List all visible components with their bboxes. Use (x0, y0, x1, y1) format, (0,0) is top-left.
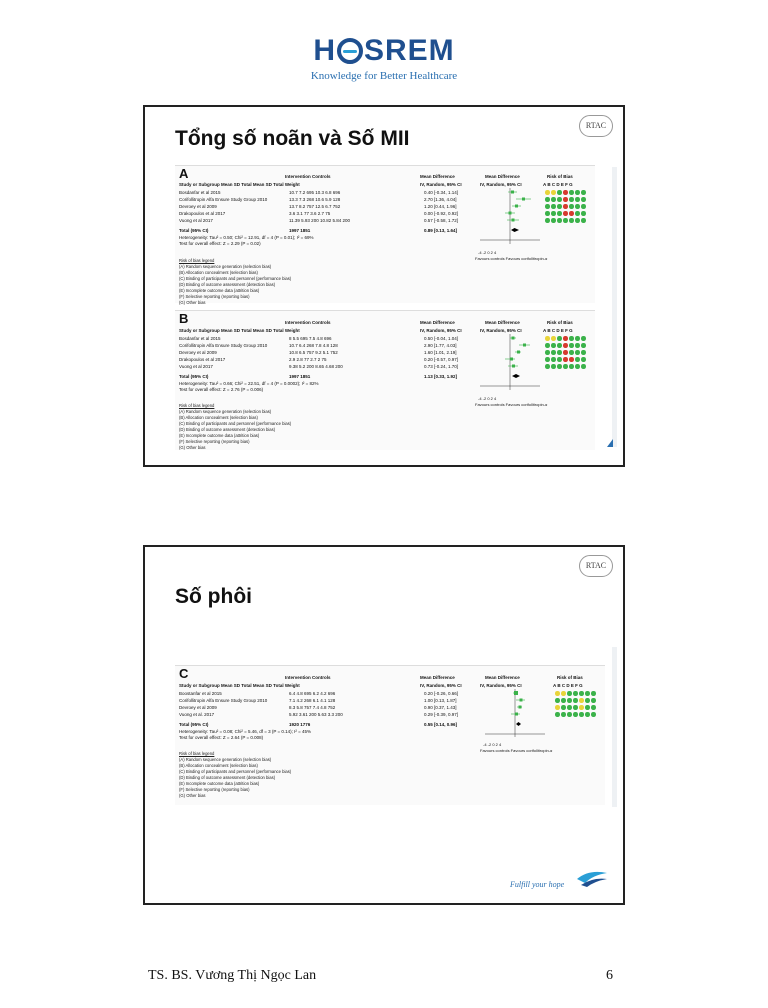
panel-b-label: B (179, 311, 189, 326)
heterogeneity: Heterogeneity: Tau² = 0.08; Chi² = 5.46, df = 3 (P = 0.14); I² = 45% (179, 729, 312, 734)
overall-effect: Test for overall effect: Z = 2.76 (P = 0.006) (179, 387, 264, 392)
rob-head: Risk of Bias (547, 174, 573, 179)
heterogeneity: Heterogeneity: Tau² = 0.50; Chi² = 12.91, df = 4 (P = 0.01); I² = 69% (179, 235, 314, 240)
header-logo (0, 34, 768, 82)
header-group: Intervention Controls (285, 174, 331, 179)
axis-ticks: -4 -2 0 2 4 (478, 250, 497, 255)
rtac-logo (579, 555, 613, 577)
md-sub: IV, Random, 95% CI (420, 683, 462, 688)
rob-letters: A B C D E F G (543, 328, 573, 333)
slide-2-sidebar (612, 647, 617, 807)
hosrem-logo (313, 34, 454, 68)
md-plot-sub: IV, Random, 95% CI (480, 683, 522, 688)
logo-o-icon (337, 38, 363, 64)
favours-label: Favours controls Favours corifollitropin-α (480, 748, 553, 753)
forest-plot-b (475, 334, 545, 396)
forest-panel-b: B Intervention Controls Study or Subgroup Mean SD Total Mean SD Total Weight Mean Difference IV, Random, 95% CI Mean Difference IV, Random, 95% CI Risk of Bias A B C D E F G Bosdanfar et al 2015 8 5.5 695 7.5 4.8 696 0.50 [-0.04, 1.04] Corifollitropin Alfa Ensure Study Group 2010 10.7 6.4 268 7.8 4.8 128 2.90 [1.77, 4.03] Devroey et al 2009 10.8 6.5 757 9.2 5.1 752 1.60 [1.01, 2.19] Drakopoulos et al 2017 2.9 2.8 77 2.7 2 75 0.20 [-0.57, 0.97] Vuong et al 2017 9.38 5.2 200 8.65 4.68 200 0.73 [-0.24, 1.70] Total (95% CI) 1997 1851 1.13 [0.33, 1.92] Heterogeneity: Tau² = 0.66; Chi² = 22.51, df = 4 (P = 0.0002); I² = 82% Test for overall effect: Z = 2.76 (P = 0.006) -4 -2 0 2 4 Favours controls Favours corifollitropin-α Risk of bias legend (A) Random sequence generation (selection bias) (B) Allocation concealment (selection bias) (C) Binding of participants and personnel (performance bias) (D) Binding of outcome assessment (detection bias) (E) Incomplete outcome data (attrition bias) (F) Selective reporting (reporting bias) (G) Other bias (175, 310, 595, 450)
header-group: Intervention Controls (285, 320, 331, 325)
header-group: Intervention Controls (285, 675, 331, 680)
wave-logo-icon (575, 867, 609, 889)
panel-a-label: A (179, 166, 189, 181)
md-plot-sub: IV, Random, 95% CI (480, 182, 522, 187)
forest-plot-c (480, 689, 550, 741)
md-sub: IV, Random, 95% CI (420, 328, 462, 333)
heterogeneity: Heterogeneity: Tau² = 0.66; Chi² = 22.51, df = 4 (P = 0.0002); I² = 82% (179, 381, 319, 386)
rtac-text: RTAC (585, 121, 607, 130)
md-plot-head: Mean Difference (485, 320, 520, 325)
bias-legend-c: Risk of bias legend (A) Random sequence generation (selection bias) (B) Allocation concealment (selection bias) (C) Binding of participants and personnel (performance bias) (D) Binding of outcome assessment (detection bias) (E) Incomplete outcome data (attrition bias) (F) Selective reporting (reporting bias) (G) Other bias (179, 751, 292, 798)
page-number: 6 (606, 968, 613, 983)
rob-letters: A B C D E F G (543, 182, 573, 187)
axis-ticks: -4 -2 0 2 4 (483, 742, 502, 747)
rob-head: Risk of Bias (547, 320, 573, 325)
forest-panel-a: A Intervention Controls Study or Subgroup Mean SD Total Mean SD Total Weight Mean Difference IV, Random, 95% CI Mean Difference IV, Random, 95% CI Risk of Bias A B C D E F G Bosdanfar et al 2015 10.7 7.2 695 10.3 6.8 696 0.40 [-0.34, 1.14] Corifollitropin Alfa Ensure Study Group 2010 13.3 7.3 268 10.6 5.9 128 2.70 [1.36, 4.04] Devroey et al 2009 13.7 8.2 757 12.5 6.7 752 1.20 [0.44, 1.96] Drakopoulos et al 2017 3.6 3.1 77 3.6 2.7 75 0.00 [-0.92, 0.92] Vuong et al 2017 11.39 5.93 200 10.82 5.84 200 0.57 [-0.58, 1.72] Total (95% CI) 1997 1851 0.89 [0.13, 1.64] Heterogeneity: Tau² = 0.50; Chi² = 12.91, df = 4 (P = 0.01); I² = 69% Test for overall effect: Z = 2.29 (P = 0.02) -4 -2 0 2 4 Favours controls Favours corifollitropin-α Risk of bias legend (A) Random sequence generation (selection bias) (B) Allocation concealment (selection bias) (C) Binding of participants and personnel (performance bias) (D) Binding of outcome assessment (detection bias) (E) Incomplete outcome data (attrition bias) (F) Selective reporting (reporting bias) (G) Other bias (175, 165, 595, 303)
header-columns: Study or Subgroup Mean SD Total Mean SD Total Weight (179, 683, 300, 688)
rob-letters: A B C D E F G (553, 683, 583, 688)
overall-effect: Test for overall effect: Z = 2.29 (P = 0.02) (179, 241, 261, 246)
md-plot-sub: IV, Random, 95% CI (480, 328, 522, 333)
md-plot-head: Mean Difference (485, 675, 520, 680)
logo-text-right: SREM (363, 34, 455, 67)
logo-text-left: H (313, 34, 336, 67)
favours-label: Favours controls Favours corifollitropin-α (475, 256, 548, 261)
overall-effect: Test for overall effect: Z = 2.64 (P = 0.008) (179, 735, 264, 740)
md-head: Mean Difference (420, 675, 455, 680)
slide-1 (143, 105, 625, 467)
header-columns: Study or Subgroup Mean SD Total Mean SD Total Weight (179, 182, 300, 187)
rob-head: Risk of Bias (557, 675, 583, 680)
header-columns: Study or Subgroup Mean SD Total Mean SD Total Weight (179, 328, 300, 333)
md-plot-head: Mean Difference (485, 174, 520, 179)
bias-legend-b: Risk of bias legend (A) Random sequence generation (selection bias) (B) Allocation concealment (selection bias) (C) Binding of participants and personnel (performance bias) (D) Binding of outcome assessment (detection bias) (E) Incomplete outcome data (attrition bias) (F) Selective reporting (reporting bias) (G) Other bias (179, 403, 292, 450)
favours-label: Favours controls Favours corifollitropin-α (475, 402, 548, 407)
axis-ticks: -4 -2 0 2 4 (478, 396, 497, 401)
bias-legend-a: Risk of bias legend (A) Random sequence generation (selection bias) (B) Allocation concealment (selection bias) (C) Binding of participants and personnel (performance bias) (D) Binding of outcome assessment (detection bias) (E) Incomplete outcome data (attrition bias) (F) Selective reporting (reporting bias) (G) Other bias (179, 258, 292, 305)
rtac-logo (579, 115, 613, 137)
footer-author: TS. BS. Vương Thị Ngọc Lan (148, 968, 317, 983)
slide-2 (143, 545, 625, 905)
tagline: Knowledge for Better Healthcare (310, 70, 458, 82)
fulfill-slogan: Fulfill your hope (510, 880, 565, 889)
slide-2-title: Số phôi (175, 585, 252, 608)
md-head: Mean Difference (420, 174, 455, 179)
slide-1-sidebar (612, 167, 617, 447)
md-head: Mean Difference (420, 320, 455, 325)
slide-1-title: Tổng số noãn và Số MII (175, 127, 410, 150)
forest-panel-c: C Intervention Controls Study or Subgroup Mean SD Total Mean SD Total Weight Mean Difference IV, Random, 95% CI Mean Difference IV, Random, 95% CI Risk of Bias A B C D E F G Boostanfar et al 2015 6.4 4.8 695 6.2 4.2 696 0.20 [-0.26, 0.66] Corifollitropin Alfa Ensure Study Group 2010 7.1 4.2 268 6.1 4.1 128 1.00 [0.13, 1.87] Devroey et al 2009 8.3 5.8 757 7.4 4.8 752 0.90 [0.37, 1.43] Vuong et al. 2017 5.92 3.61 200 5.63 3.3 200 0.29 [-0.39, 0.97] Total (95% CI) 1920 1776 0.55 [0.14, 0.96] Heterogeneity: Tau² = 0.08; Chi² = 5.46, df = 3 (P = 0.14); I² = 45% Test for overall effect: Z = 2.64 (P = 0.008) -4 -2 0 2 4 Favours controls Favours corifollitropin-α Risk of bias legend (A) Random sequence generation (selection bias) (B) Allocation concealment (selection bias) (C) Binding of participants and personnel (performance bias) (D) Binding of outcome assessment (detection bias) (E) Incomplete outcome data (attrition bias) (F) Selective reporting (reporting bias) (G) Other bias (175, 665, 605, 805)
corner-triangle-icon (607, 439, 613, 447)
rtac-text: RTAC (585, 561, 607, 570)
panel-c-label: C (179, 666, 189, 681)
forest-plot-a (475, 188, 545, 250)
md-sub: IV, Random, 95% CI (420, 182, 462, 187)
